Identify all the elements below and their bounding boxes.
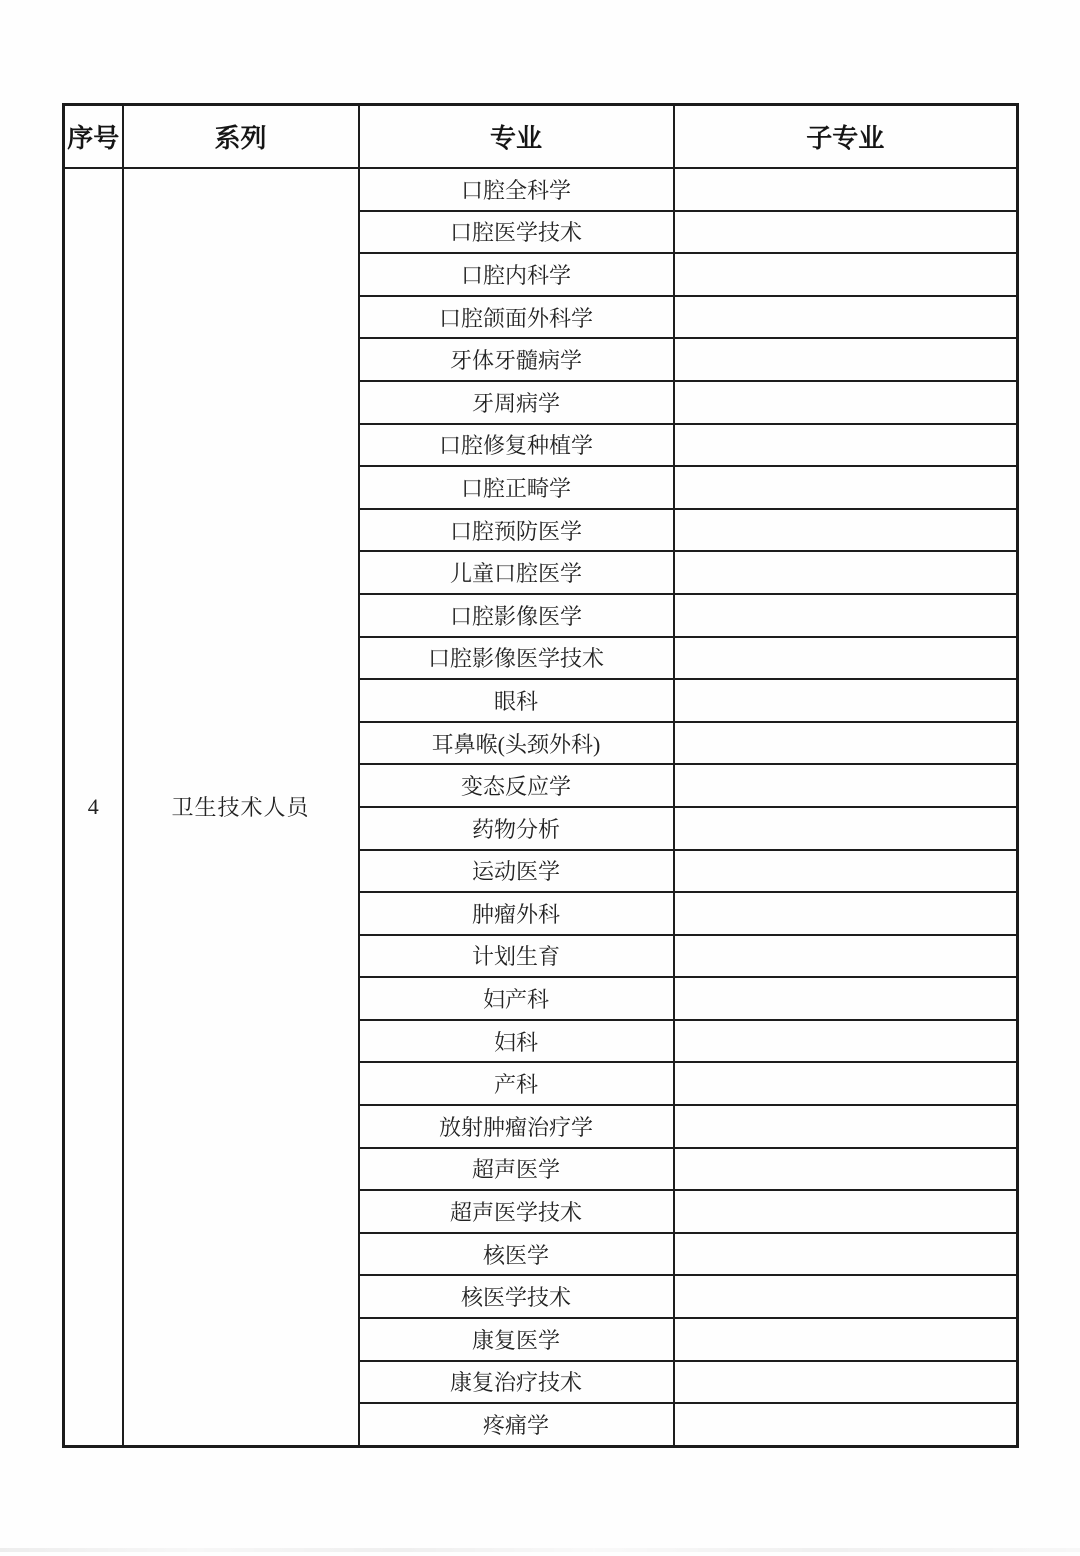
header-subspecialty: 子专业 [674,105,1018,169]
specialty-cell: 放射肿瘤治疗学 [359,1105,674,1148]
specialty-cell: 口腔颌面外科学 [359,296,674,339]
subspecialty-cell [674,679,1018,722]
header-series: 系列 [123,105,359,169]
specialty-cell: 妇产科 [359,977,674,1020]
subspecialty-cell [674,1148,1018,1191]
specialty-cell: 口腔内科学 [359,253,674,296]
subspecialty-cell [674,296,1018,339]
specialty-cell: 超声医学技术 [359,1190,674,1233]
subspecialty-cell [674,977,1018,1020]
specialty-cell: 口腔修复种植学 [359,424,674,467]
subspecialty-cell [674,381,1018,424]
specialty-cell: 康复治疗技术 [359,1361,674,1404]
specialty-cell: 眼科 [359,679,674,722]
subspecialty-cell [674,935,1018,978]
specialty-cell: 牙体牙髓病学 [359,338,674,381]
specialty-cell: 变态反应学 [359,764,674,807]
specialty-cell: 口腔影像医学技术 [359,637,674,680]
header-specialty: 专业 [359,105,674,169]
specialty-cell: 超声医学 [359,1148,674,1191]
specialty-cell: 口腔预防医学 [359,509,674,552]
specialty-cell: 口腔正畸学 [359,466,674,509]
specialty-cell: 肿瘤外科 [359,892,674,935]
specialty-cell: 耳鼻喉(头颈外科) [359,722,674,765]
specialty-cell: 计划生育 [359,935,674,978]
subspecialty-cell [674,551,1018,594]
table-row [64,168,1018,211]
subspecialty-cell [674,1020,1018,1063]
serial-cell: 4 [64,168,123,1446]
specialty-cell: 妇科 [359,1020,674,1063]
specialty-cell: 口腔医学技术 [359,211,674,254]
subspecialty-cell [674,764,1018,807]
subspecialty-cell [674,424,1018,467]
subspecialty-cell [674,509,1018,552]
subspecialty-cell [674,807,1018,850]
subspecialty-cell [674,892,1018,935]
scan-artifact-line [0,1548,1080,1552]
subspecialty-cell [674,1361,1018,1404]
subspecialty-cell [674,1403,1018,1446]
subspecialty-cell [674,722,1018,765]
specialty-cell: 药物分析 [359,807,674,850]
specialty-cell: 康复医学 [359,1318,674,1361]
specialty-cell: 牙周病学 [359,381,674,424]
subspecialty-cell [674,1233,1018,1276]
header-serial: 序号 [64,105,123,169]
specialty-cell: 运动医学 [359,850,674,893]
specialty-cell: 口腔全科学 [359,168,674,211]
subspecialty-cell [674,1062,1018,1105]
specialty-cell: 口腔影像医学 [359,594,674,637]
specialty-cell: 核医学 [359,1233,674,1276]
header-row [64,105,1018,169]
subspecialty-cell [674,637,1018,680]
specialty-cell: 核医学技术 [359,1275,674,1318]
specialty-cell: 儿童口腔医学 [359,551,674,594]
specialty-cell: 产科 [359,1062,674,1105]
subspecialty-cell [674,1190,1018,1233]
subspecialty-cell [674,253,1018,296]
subspecialty-cell [674,338,1018,381]
subspecialty-cell [674,594,1018,637]
subspecialty-cell [674,466,1018,509]
specialty-cell: 疼痛学 [359,1403,674,1446]
subspecialty-cell [674,1318,1018,1361]
series-cell: 卫生技术人员 [123,168,359,1446]
subspecialty-cell [674,1275,1018,1318]
specialty-table [62,103,1019,1448]
subspecialty-cell [674,211,1018,254]
subspecialty-cell [674,168,1018,211]
subspecialty-cell [674,850,1018,893]
subspecialty-cell [674,1105,1018,1148]
